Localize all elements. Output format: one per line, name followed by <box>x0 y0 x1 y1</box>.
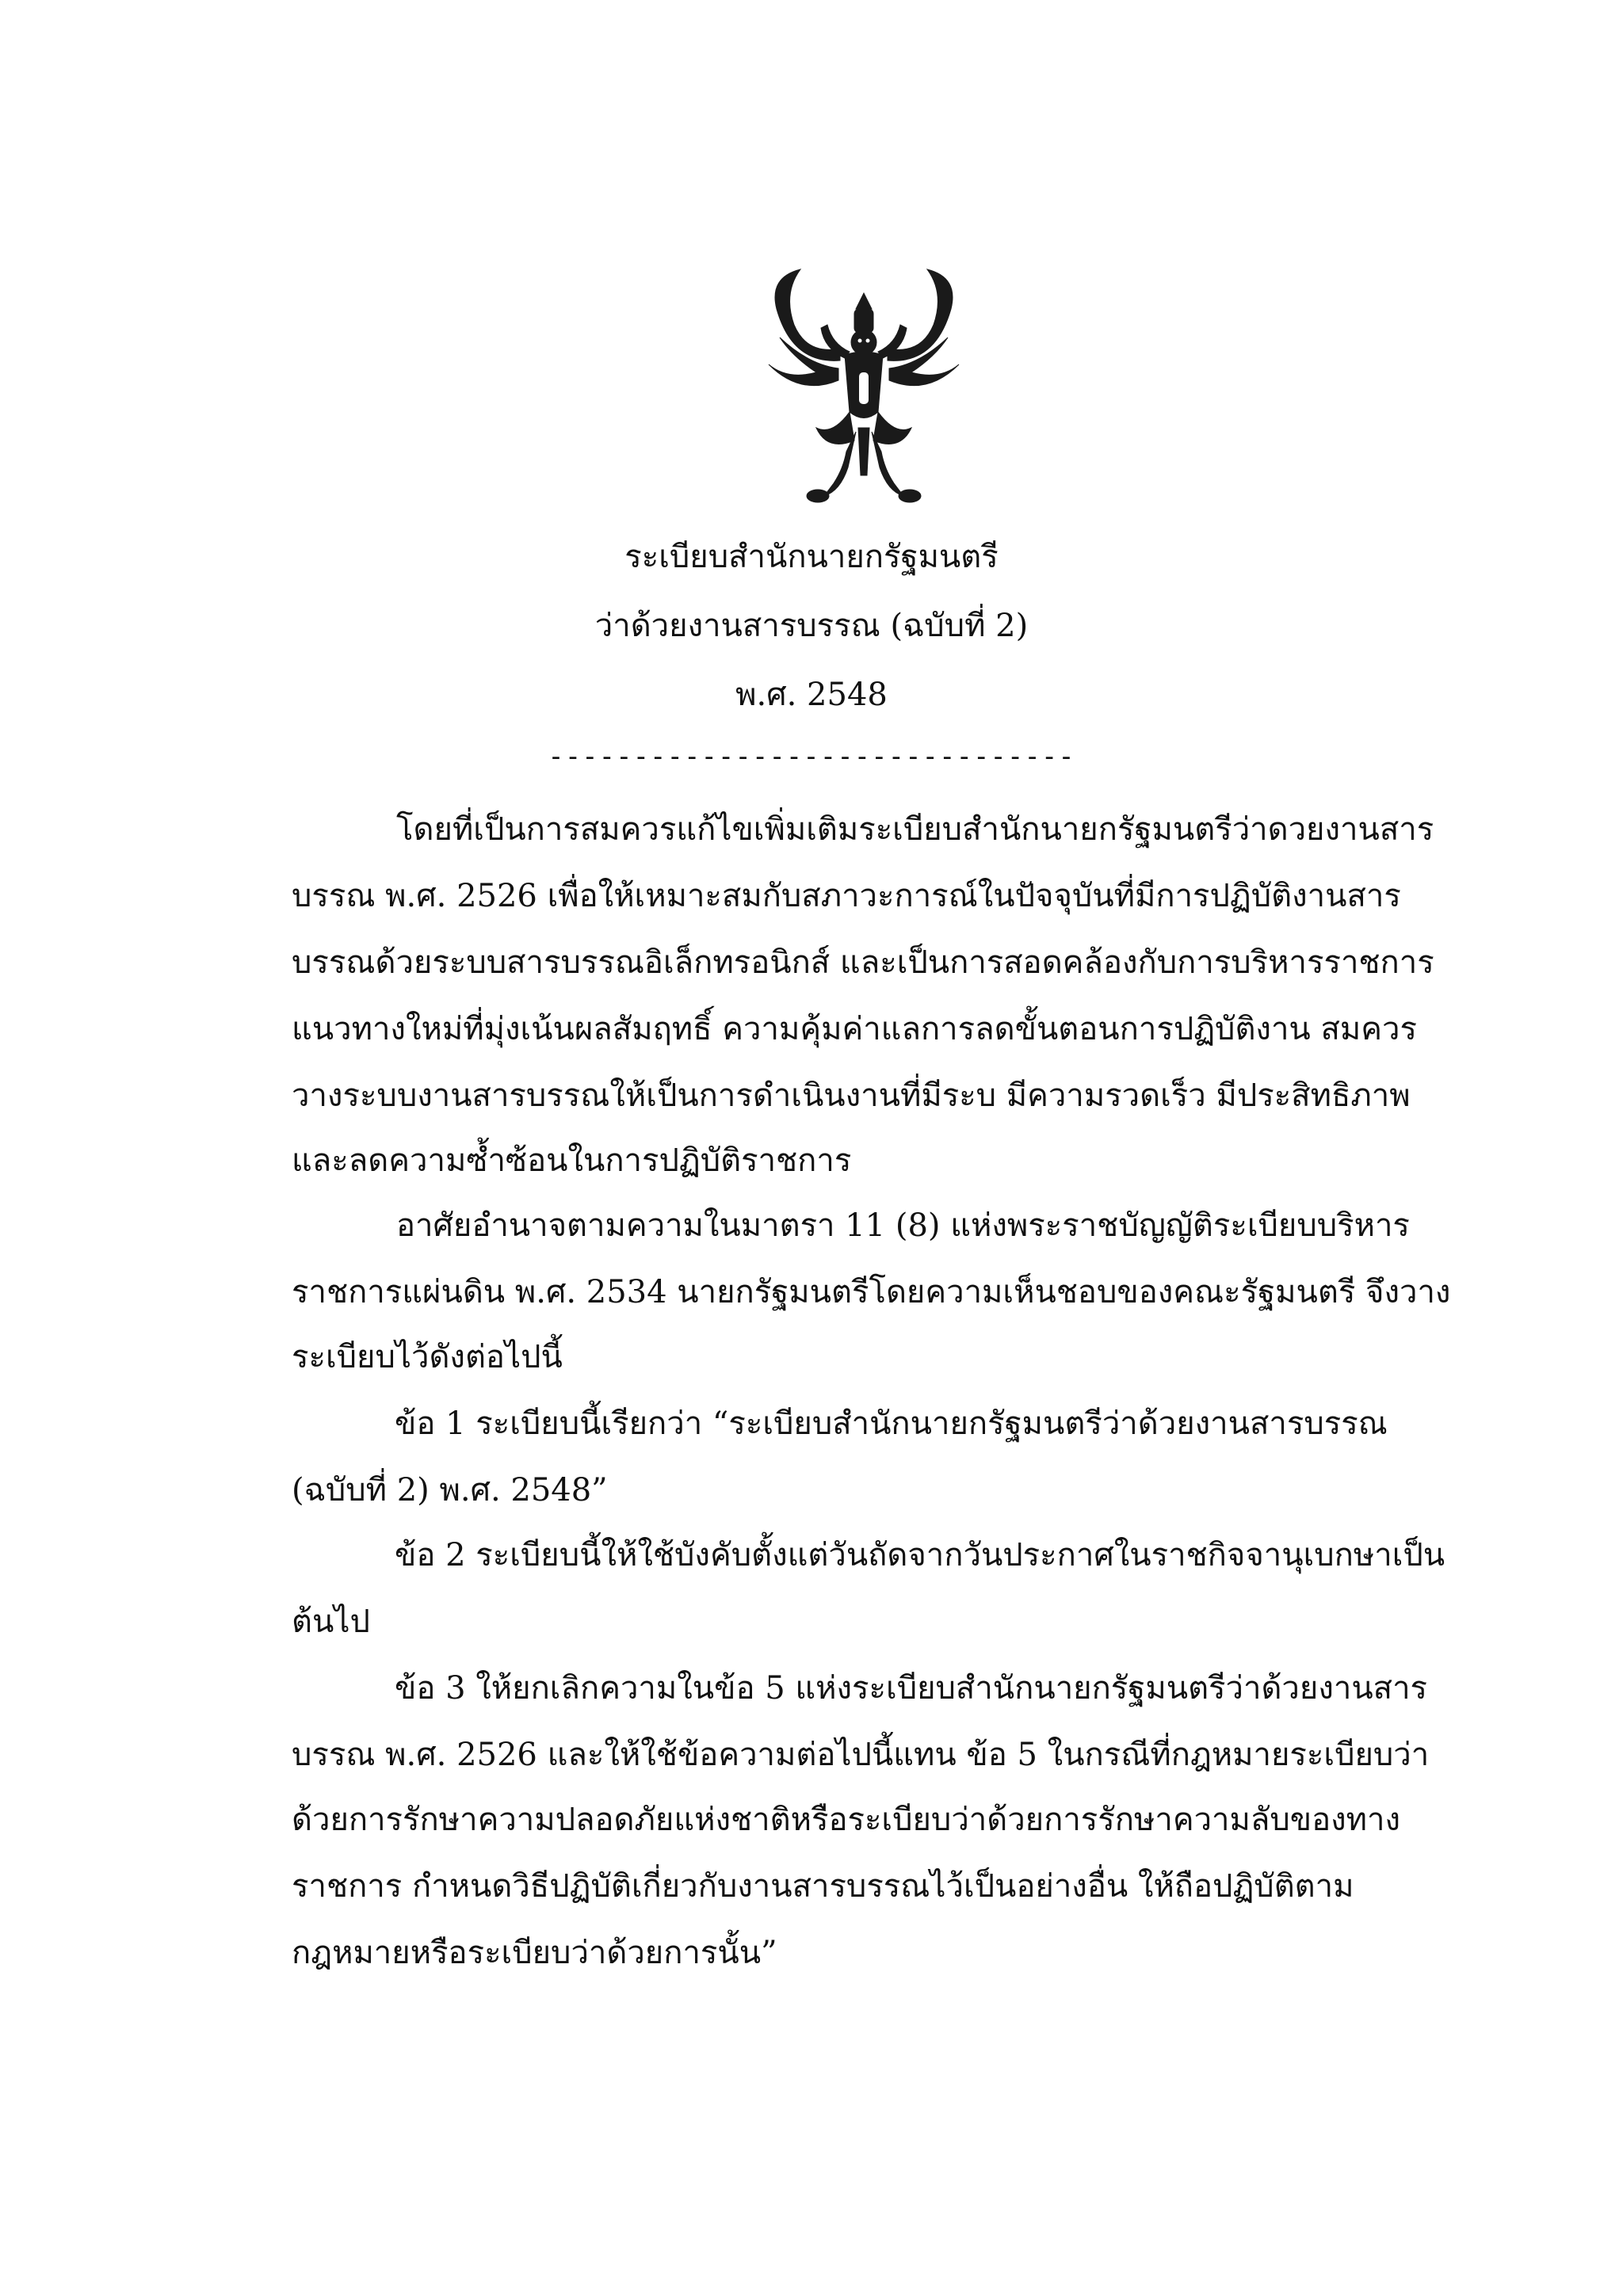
clause-3-line: กฎหมายหรือระเบียบว่าด้วยการนั้น” <box>292 1935 777 1971</box>
preamble-line: แนวทางใหม่ที่มุ่งเน้นผลสัมฤทธิ์ ความคุ้มค่าแลการลดขั้นตอนการปฏิบัติงาน สมควร <box>292 1011 1417 1047</box>
document-title-line-1: ระเบียบสำนักนายกรัฐมนตรี <box>624 539 999 575</box>
clause-1-line: ข้อ 1 ระเบียบนี้เรียกว่า “ระเบียบสำนักนายกรัฐมนตรีว่าด้วยงานสารบรรณ <box>395 1405 1388 1442</box>
clause-3-line: ด้วยการรักษาความปลอดภัยแห่งชาติหรือระเบียบว่าด้วยการรักษาความลับของทาง <box>292 1802 1401 1838</box>
preamble-line: วางระบบงานสารบรรณให้เป็นการดำเนินงานที่มีระบ มีความรวดเร็ว มีประสิทธิภาพ <box>292 1077 1411 1114</box>
preamble-line: บรรณ พ.ศ. 2526 เพื่อให้เหมาะสมกับสภาวะการณ์ในปัจจุบันที่มีการปฏิบัติงานสาร <box>292 878 1401 914</box>
clause-3-line: บรรณ พ.ศ. 2526 และให้ใช้ข้อความต่อไปนี้แทน ข้อ 5 ในกรณีที่กฎหมายระเบียบว่า <box>292 1737 1430 1773</box>
preamble-line: บรรณด้วยระบบสารบรรณอิเล็กทรอนิกส์ และเป็นการสอดคล้องกับการบริหารราชการ <box>292 944 1434 981</box>
clause-2-line: ต้นไป <box>292 1604 370 1640</box>
authority-line: อาศัยอำนาจตามความในมาตรา 11 (8) แห่งพระราชบัญญัติระเบียบบริหาร <box>396 1207 1410 1244</box>
clause-3-line: ราชการ กำหนดวิธีปฏิบัติเกี่ยวกับงานสารบรรณไว้เป็นอย่างอื่น ให้ถือปฏิบัติตาม <box>292 1868 1354 1905</box>
authority-line: ราชการแผ่นดิน พ.ศ. 2534 นายกรัฐมนตรีโดยความเห็นชอบของคณะรัฐมนตรี จึงวาง <box>292 1274 1451 1310</box>
clause-1-line: (ฉบับที่ 2) พ.ศ. 2548” <box>292 1472 608 1508</box>
clause-3-line: ข้อ 3 ให้ยกเลิกความในข้อ 5 แห่งระเบียบสำนักนายกรัฐมนตรีว่าด้วยงานสาร <box>395 1670 1428 1707</box>
document-title-line-2: ว่าด้วยงานสารบรรณ (ฉบับที่ 2) <box>594 608 1029 644</box>
document-title-year: พ.ศ. 2548 <box>735 677 888 713</box>
clause-2-line: ข้อ 2 ระเบียบนี้ให้ใช้บังคับตั้งแต่วันถัดจากวันประกาศในราชกิจจานุเบกษาเป็น <box>395 1537 1445 1573</box>
preamble-line: โดยที่เป็นการสมควรแก้ไขเพิ่มเติมระเบียบสำนักนายกรัฐมนตรีว่าดวยงานสาร <box>396 811 1434 848</box>
preamble-line: และลดความซ้ำซ้อนในการปฏิบัติราชการ <box>292 1142 852 1179</box>
title-divider: ------------------------------- <box>548 741 1075 772</box>
authority-line: ระเบียบไว้ดังต่อไปนี้ <box>292 1339 563 1375</box>
garuda-emblem-icon <box>745 261 983 507</box>
